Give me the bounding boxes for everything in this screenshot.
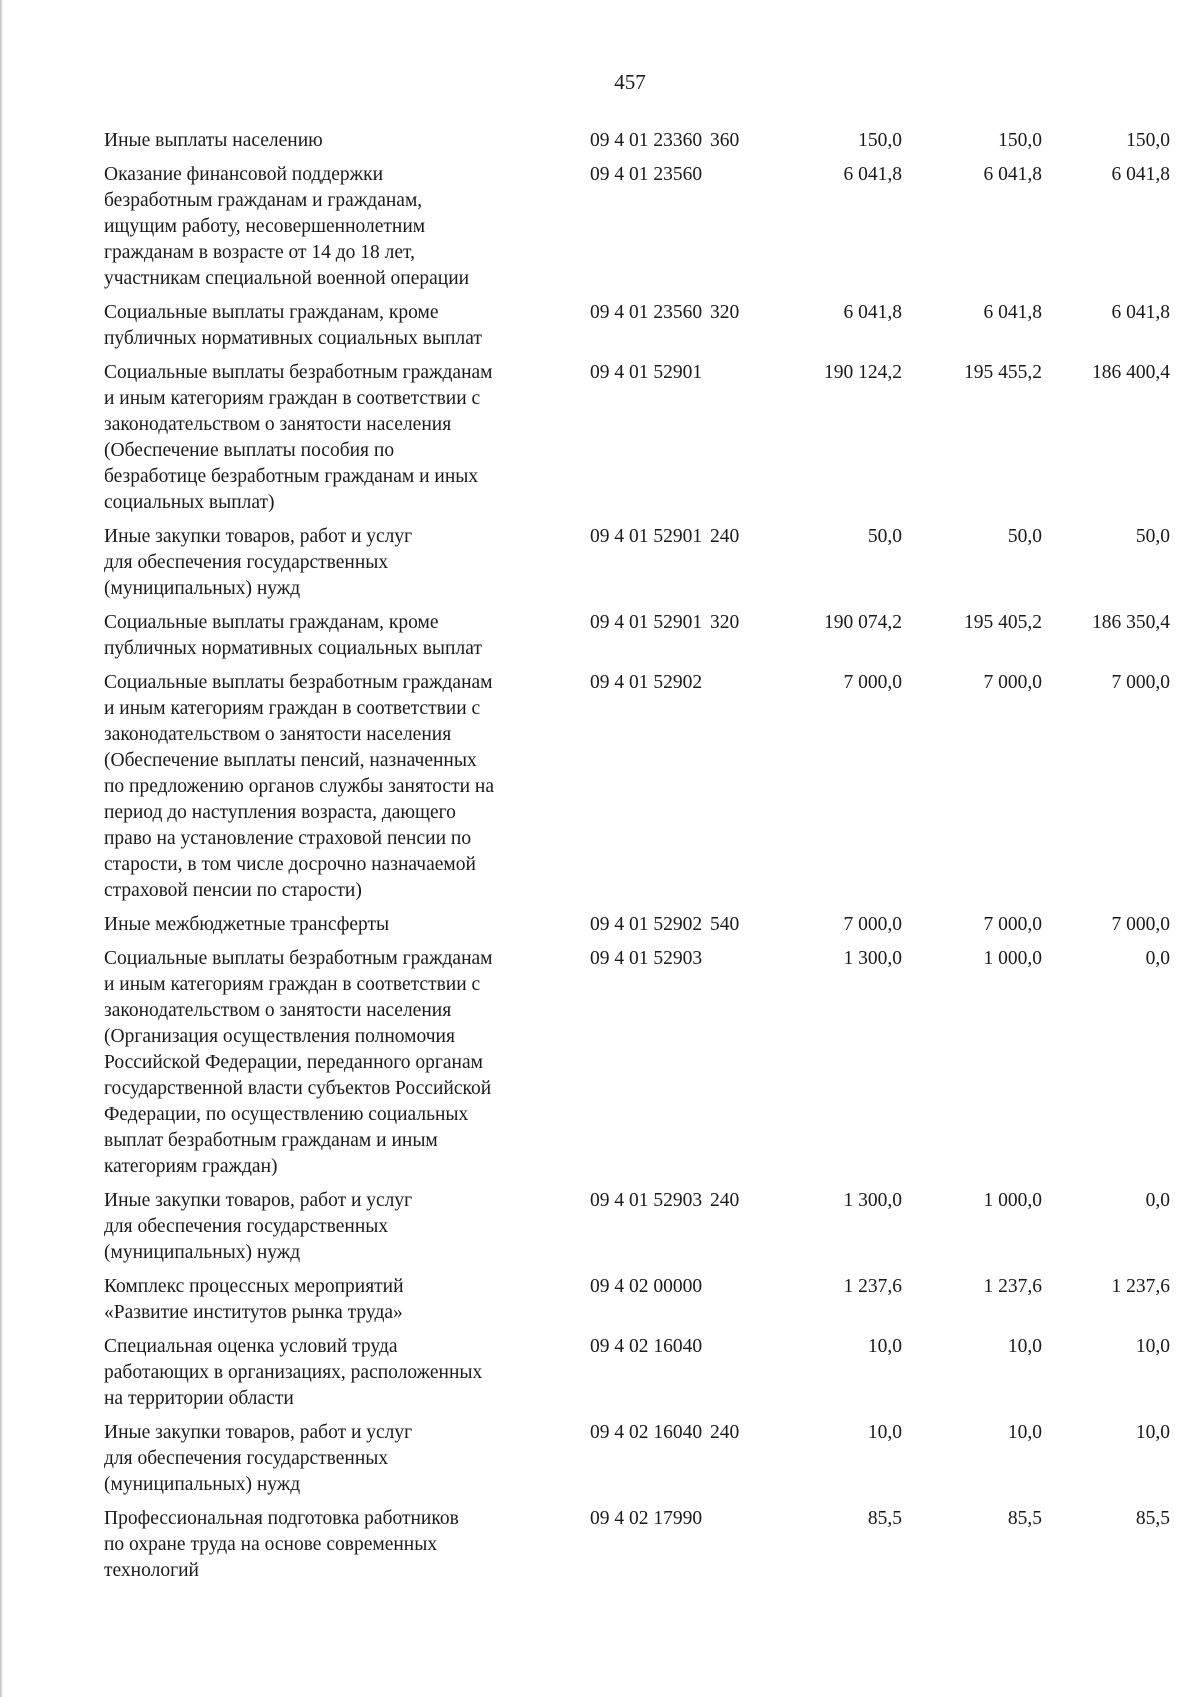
target-article-code: 09 4 02 00000 [590,1276,703,1297]
amount-year-3: 1 237,6 [1111,1276,1170,1297]
expense-type-code: 320 [710,612,740,633]
target-article-code: 09 4 02 16040 [590,1336,703,1357]
amount-year-1: 10,0 [867,1422,902,1443]
amount-year-3: 7 000,0 [1111,914,1170,935]
table-row [104,670,1170,904]
table-row [104,162,1170,292]
table-row [104,1188,1170,1266]
amount-year-2: 85,5 [1007,1508,1042,1529]
item-name: Иные выплаты населению [104,130,323,151]
expense-type-code: 540 [710,914,740,935]
table-row [104,300,1170,352]
item-name: Социальные выплаты безработным гражданам и иным категориям граждан в соответствии с законодательством о занятости населения (Обеспечение выплаты пособия по безработице безработным гражданам и иных социальных выплат) [104,362,493,513]
expense-type-code [706,1334,762,1412]
amount-year-1: 6 041,8 [843,164,902,185]
expense-type-code [706,1506,762,1584]
amount-year-1: 10,0 [867,1336,902,1357]
table-row [104,912,1170,938]
amount-year-2: 150,0 [998,130,1042,151]
table-row [104,610,1170,662]
budget-table [104,128,1170,1592]
amount-year-1: 6 041,8 [843,302,902,323]
target-article-code: 09 4 01 52903 [590,948,703,969]
target-article-code: 09 4 01 23560 [590,164,703,185]
item-name: Социальные выплаты безработным гражданам и иным категориям граждан в соответствии с законодательством о занятости населения (Организация осуществления полномочия Российской Федерации, переданного органам государственной власти субъектов Российской Федерации, по осуществлению социальных выплат безработным гражданам и иным категориям граждан) [104,948,493,1177]
amount-year-1: 190 074,2 [824,612,902,633]
table-row [104,1420,1170,1498]
amount-year-2: 1 000,0 [983,948,1042,969]
amount-year-1: 1 300,0 [843,948,902,969]
target-article-code: 09 4 01 52902 [590,672,703,693]
expense-type-code: 240 [710,1422,740,1443]
table-row [104,360,1170,516]
amount-year-2: 1 237,6 [983,1276,1042,1297]
item-name: Иные закупки товаров, работ и услуг для обеспечения государственных (муниципальных) нужд [104,1422,413,1495]
amount-year-1: 1 300,0 [843,1190,902,1211]
amount-year-1: 190 124,2 [824,362,902,383]
item-name: Специальная оценка условий труда работающих в организациях, расположенных на территории области [104,1336,483,1409]
scan-edge [0,0,3,1697]
expense-type-code [706,946,762,1180]
amount-year-2: 1 000,0 [983,1190,1042,1211]
target-article-code: 09 4 01 52901 [590,612,703,633]
amount-year-2: 195 405,2 [964,612,1042,633]
item-name: Иные межбюджетные трансферты [104,914,390,935]
item-name: Иные закупки товаров, работ и услуг для обеспечения государственных (муниципальных) нужд [104,526,413,599]
expense-type-code [706,1274,762,1326]
expense-type-code [706,360,762,516]
table-row [104,1274,1170,1326]
item-name: Социальные выплаты гражданам, кроме публичных нормативных социальных выплат [104,302,482,349]
table-row [104,1506,1170,1584]
item-name: Иные закупки товаров, работ и услуг для обеспечения государственных (муниципальных) нужд [104,1190,413,1263]
amount-year-2: 10,0 [1007,1336,1042,1357]
expense-type-code: 360 [710,130,740,151]
target-article-code: 09 4 01 52901 [590,526,703,547]
amount-year-2: 7 000,0 [983,672,1042,693]
table-row [104,128,1170,154]
amount-year-3: 10,0 [1135,1422,1170,1443]
amount-year-3: 85,5 [1135,1508,1170,1529]
target-article-code: 09 4 01 52902 [590,914,703,935]
target-article-code: 09 4 01 23360 [590,130,703,151]
expense-type-code [706,162,762,292]
expense-type-code: 240 [710,1190,740,1211]
amount-year-3: 186 400,4 [1092,362,1170,383]
amount-year-2: 7 000,0 [983,914,1042,935]
item-name: Оказание финансовой поддержки безработным гражданам и гражданам, ищущим работу, несовершеннолетним гражданам в возрасте от 14 до 18 лет, участникам специальной военной операции [104,164,470,289]
amount-year-3: 150,0 [1126,130,1170,151]
target-article-code: 09 4 01 52903 [590,1190,703,1211]
target-article-code: 09 4 01 23560 [590,302,703,323]
table-row [104,946,1170,1180]
expense-type-code: 320 [710,302,740,323]
amount-year-3: 0,0 [1145,1190,1170,1211]
amount-year-1: 7 000,0 [843,914,902,935]
amount-year-2: 10,0 [1007,1422,1042,1443]
amount-year-1: 1 237,6 [843,1276,902,1297]
page-number: 457 [614,70,646,94]
amount-year-1: 7 000,0 [843,672,902,693]
amount-year-3: 7 000,0 [1111,672,1170,693]
amount-year-3: 6 041,8 [1111,302,1170,323]
amount-year-2: 50,0 [1007,526,1042,547]
amount-year-1: 85,5 [867,1508,902,1529]
target-article-code: 09 4 02 16040 [590,1422,703,1443]
table-row [104,524,1170,602]
amount-year-3: 50,0 [1135,526,1170,547]
expense-type-code: 240 [710,526,740,547]
item-name: Комплекс процессных мероприятий «Развитие институтов рынка труда» [104,1276,404,1323]
amount-year-3: 0,0 [1145,948,1170,969]
amount-year-2: 6 041,8 [983,164,1042,185]
item-name: Социальные выплаты гражданам, кроме публичных нормативных социальных выплат [104,612,482,659]
table-row [104,1334,1170,1412]
amount-year-2: 6 041,8 [983,302,1042,323]
amount-year-3: 10,0 [1135,1336,1170,1357]
item-name: Профессиональная подготовка работников по охране труда на основе современных технологий [104,1508,459,1581]
amount-year-1: 50,0 [867,526,902,547]
amount-year-3: 6 041,8 [1111,164,1170,185]
expense-type-code [706,670,762,904]
item-name: Социальные выплаты безработным гражданам и иным категориям граждан в соответствии с законодательством о занятости населения (Обеспечение выплаты пенсий, назначенных по предложению органов службы занятости на период до наступления возраста, дающего право на установление страховой пенсии по старости, в том числе досрочно назначаемой страховой пенсии по старости) [104,672,494,901]
amount-year-2: 195 455,2 [964,362,1042,383]
target-article-code: 09 4 02 17990 [590,1508,703,1529]
amount-year-1: 150,0 [858,130,902,151]
target-article-code: 09 4 01 52901 [590,362,703,383]
amount-year-3: 186 350,4 [1092,612,1170,633]
